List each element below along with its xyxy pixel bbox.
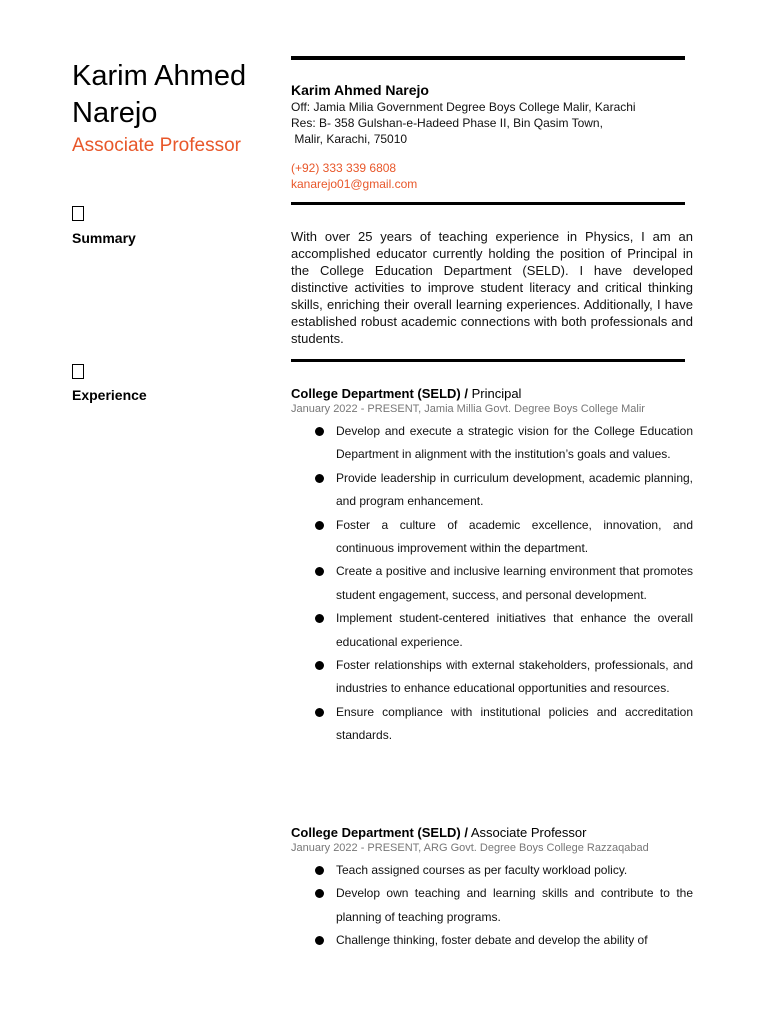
experience-entry-1 [291,385,693,748]
experience-1-title [291,385,693,402]
summary-rule [291,202,685,205]
list-item: Implement student-centered initiatives that enhance the overall educational experience. [291,607,693,654]
list-item: Foster a culture of academic excellence, innovation, and continuous improvement within the department. [291,514,693,561]
list-item: Create a positive and inclusive learning environment that promotes student engagement, success, and personal development. [291,560,693,607]
person-name-line2: Narejo [72,97,158,129]
experience-rule [291,359,685,362]
job-title: Associate Professor [72,135,241,156]
experience-entry-2 [291,824,693,953]
summary-icon [72,206,84,221]
experience-1-meta: January 2022 - PRESENT, Jamia Millia Govt. Degree Boys College Malir [291,403,645,415]
person-name-line1: Karim Ahmed [72,60,247,92]
residence-address-line2: Malir, Karachi, 75010 [291,132,408,146]
email-link[interactable]: kanarejo01@gmail.com [291,177,418,191]
experience-2-role: Associate Professor [467,825,587,840]
list-item: Teach assigned courses as per faculty workload policy. [291,859,693,882]
list-item: Develop own teaching and learning skills and contribute to the planning of teaching programs. [291,882,693,929]
summary-text: With over 25 years of teaching experience in Physics, I am an accomplished educator currently holding the position of Principal in the College Education Department (SELD). I have developed distinctive activities to improve student literacy and critical thinking skills, enriching their overall learning experiences. Additionally, I have established robust academic connections with both professionals and students. [291,229,693,346]
residence-address-line1: Res: B- 358 Gulshan-e-Hadeed Phase II, Bin Qasim Town, [291,116,603,130]
contact-name: Karim Ahmed Narejo [291,82,429,98]
experience-label: Experience [72,387,147,403]
summary-label: Summary [72,230,136,246]
experience-2-meta: January 2022 - PRESENT, ARG Govt. Degree Boys College Razzaqabad [291,842,649,854]
contact-block [291,81,693,192]
experience-2-org: College Department (SELD) / [291,825,468,840]
header-block [72,58,282,158]
experience-icon [72,364,84,379]
list-item: Challenge thinking, foster debate and develop the ability of [291,929,693,952]
experience-2-bullets [291,859,693,953]
experience-1-org: College Department (SELD) / [291,386,468,401]
phone-number[interactable]: (+92) 333 339 6808 [291,161,397,175]
experience-1-role: Principal [467,386,522,401]
experience-1-bullets [291,420,693,748]
list-item: Provide leadership in curriculum development, academic planning, and program enhancement. [291,467,693,514]
office-address: Off: Jamia Milia Government Degree Boys College Malir, Karachi [291,100,636,114]
experience-2-title [291,824,693,841]
list-item: Foster relationships with external stakeholders, professionals, and industries to enhance educational opportunities and resources. [291,654,693,701]
list-item: Ensure compliance with institutional policies and accreditation standards. [291,701,693,748]
top-rule [291,56,685,60]
list-item: Develop and execute a strategic vision for the College Education Department in alignment with the institution’s goals and values. [291,420,693,467]
